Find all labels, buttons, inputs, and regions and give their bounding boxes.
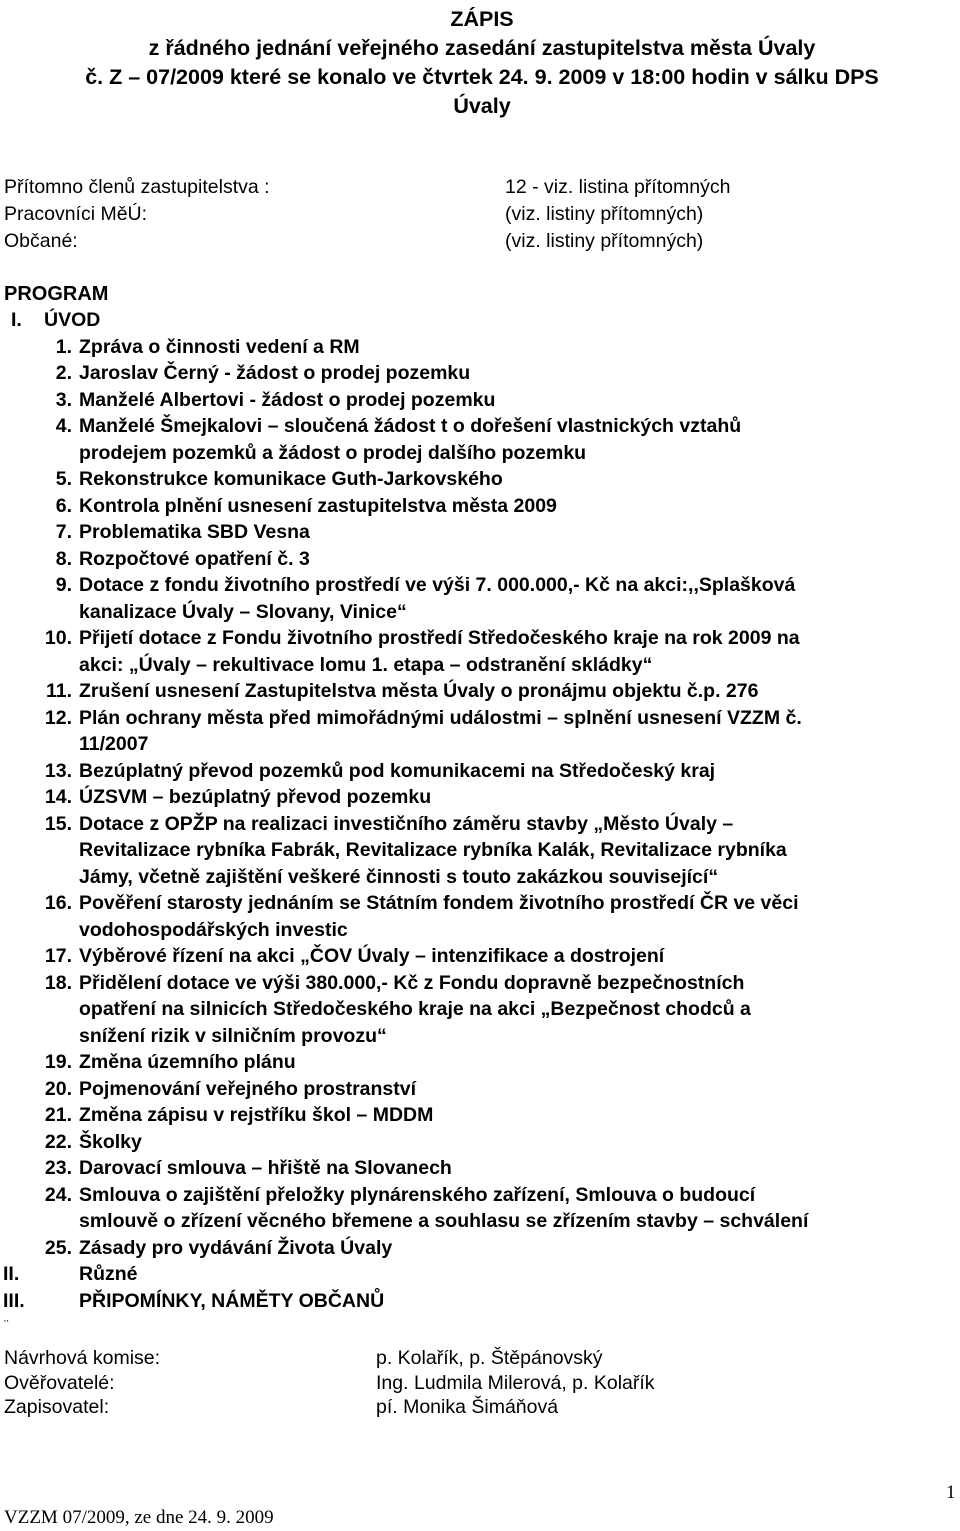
agenda-item-text: Revitalizace rybníka Fabrák, Revitalizace rybníka Kalák, Revitalizace rybníka — [79, 839, 787, 861]
agenda-item-number: 3. — [55, 388, 72, 411]
agenda-item — [0, 1235, 960, 1262]
agenda-item-text: Zpráva o činnosti vedení a RM — [79, 335, 360, 358]
agenda-section-3 — [0, 1288, 960, 1315]
agenda-item — [0, 970, 960, 1050]
agenda-item-text: Problematika SBD Vesna — [79, 521, 310, 543]
agenda-item-text: Darovací smlouva – hřiště na Slovanech — [79, 1157, 452, 1179]
agenda-item — [0, 1129, 960, 1156]
agenda-item-text: Manželé Albertovi - žádost o prodej pozemku — [79, 388, 496, 411]
agenda-item-text: akci: „Úvaly – rekultivace lomu 1. etapa – odstranění skládky“ — [79, 653, 653, 676]
agenda-item-text: Dotace z OPŽP na realizaci investičního záměru stavby „Město Úvaly – — [79, 812, 734, 835]
agenda-item-number: 17. — [44, 945, 72, 967]
document-title-line-4: Úvaly — [453, 94, 511, 118]
signature-role: Návrhová komise: — [4, 1347, 161, 1369]
attendance-value: (viz. listiny přítomných) — [505, 230, 704, 252]
signature-role: Zapisovatel: — [4, 1396, 110, 1418]
agenda-item — [0, 758, 960, 785]
agenda-item — [0, 1076, 960, 1103]
agenda-item — [0, 546, 960, 573]
agenda-item-number: 10. — [44, 627, 72, 649]
agenda-item-number: III. — [3, 1289, 25, 1312]
agenda-section-number: I. — [11, 309, 22, 331]
agenda-item — [0, 784, 960, 811]
program-heading: PROGRAM — [4, 283, 109, 305]
agenda-item-text: Jámy, včetně zajištění veškeré činnosti s touto zakázkou související“ — [79, 865, 719, 888]
agenda-item-number: 25. — [44, 1236, 72, 1259]
agenda-item-text: Různé — [79, 1263, 138, 1285]
agenda-item — [0, 466, 960, 493]
agenda-item — [0, 360, 960, 387]
agenda-item — [0, 493, 960, 520]
agenda-item — [0, 519, 960, 546]
agenda-item — [0, 413, 960, 466]
agenda-item-text: Manželé Šmejkalovi – sloučená žádost t o dořešení vlastnických vztahů — [79, 415, 742, 437]
agenda-item-text: Zrušení usnesení Zastupitelstva města Úvaly o pronájmu objektu č.p. 276 — [79, 680, 759, 702]
agenda-item — [0, 625, 960, 678]
agenda-item-text: Změna územního plánu — [79, 1051, 296, 1073]
agenda-item-text: Pojmenování veřejného prostranství — [79, 1077, 417, 1100]
signature-names: pí. Monika Šimáňová — [376, 1396, 559, 1418]
stray-mark: ¨ — [4, 1317, 9, 1333]
agenda-item-number: 1. — [55, 335, 72, 358]
agenda-item-text: prodejem pozemků a žádost o prodej dalšího pozemku — [79, 441, 587, 464]
agenda-item-text: Bezúplatný převod pozemků pod komunikacemi na Středočeský kraj — [79, 759, 716, 782]
agenda-item-text: Kontrola plnění usnesení zastupitelstva města 2009 — [79, 494, 557, 517]
agenda-item-number: 14. — [44, 786, 72, 808]
agenda-item-number: 18. — [44, 971, 72, 994]
agenda-item — [0, 943, 960, 970]
signature-names: Ing. Ludmila Milerová, p. Kolařík — [376, 1372, 655, 1394]
signature-names: p. Kolařík, p. Štěpánovský — [376, 1347, 603, 1369]
agenda-item — [0, 334, 960, 361]
attendance-value: 12 - viz. listina přítomných — [505, 176, 731, 198]
agenda-item-number: 23. — [44, 1157, 72, 1179]
agenda-item-number: 8. — [55, 547, 72, 570]
agenda-item-number: 16. — [44, 892, 72, 914]
agenda-item-text: Rozpočtové opatření č. 3 — [79, 547, 310, 570]
agenda-item-text: Jaroslav Černý - žádost o prodej pozemku — [79, 362, 471, 384]
signature-role: Ověřovatelé: — [4, 1372, 115, 1394]
agenda-item — [0, 1182, 960, 1235]
agenda-item-text: Výběrové řízení na akci „ČOV Úvaly – intenzifikace a dostrojení — [79, 945, 665, 967]
agenda-item-number: 6. — [55, 494, 72, 517]
agenda-item-text: Zásady pro vydávání Života Úvaly — [79, 1236, 393, 1259]
agenda-item-number: 19. — [44, 1051, 72, 1073]
agenda-section-2 — [0, 1261, 960, 1288]
page-number: 1 — [946, 1482, 956, 1503]
agenda-item — [0, 572, 960, 625]
agenda-item-number: 4. — [55, 415, 72, 437]
agenda-item-text: Přidělení dotace ve výši 380.000,- Kč z Fondu dopravně bezpečnostních — [79, 971, 745, 994]
agenda-item-text: 11/2007 — [79, 733, 149, 755]
agenda-item — [0, 387, 960, 414]
agenda-item-text: opatření na silnicích Středočeského kraje na akci „Bezpečnost chodců a — [79, 998, 751, 1020]
agenda-item-number: 22. — [44, 1130, 72, 1153]
agenda-item — [0, 1155, 960, 1182]
agenda-item-number: 12. — [44, 706, 72, 729]
agenda-item — [0, 811, 960, 891]
agenda-item-number: 9. — [55, 574, 72, 596]
agenda-item-text: PŘIPOMÍNKY, NÁMĚTY OBČANŮ — [79, 1289, 385, 1312]
agenda-item-number: 24. — [44, 1183, 72, 1206]
agenda-item — [0, 1049, 960, 1076]
agenda-item — [0, 1102, 960, 1129]
agenda-item-number: 7. — [55, 521, 72, 543]
agenda-item-text: Rekonstrukce komunikace Guth-Jarkovského — [79, 468, 503, 490]
agenda-item-text: snížení rizik v silničním provozu“ — [79, 1024, 387, 1047]
document-title-line-2: z řádného jednání veřejného zasedání zastupitelstva města Úvaly — [148, 36, 816, 60]
agenda-item — [0, 705, 960, 758]
agenda-item-text: smlouvě o zřízení věcného břemene a souhlasu se zřízením stavby – schválení — [79, 1210, 809, 1232]
agenda-item-text: kanalizace Úvaly – Slovany, Vinice“ — [79, 600, 407, 623]
attendance-label: Občané: — [4, 230, 78, 252]
attendance-label: Přítomno členů zastupitelstva : — [4, 176, 270, 198]
agenda-item-text: Dotace z fondu životního prostředí ve výši 7. 000.000,- Kč na akci:,,Splašková — [79, 574, 796, 596]
agenda-item — [0, 678, 960, 705]
agenda-item-number: 11. — [45, 680, 72, 702]
attendance-label: Pracovníci MěÚ: — [4, 203, 148, 225]
agenda-item-number: II. — [3, 1263, 20, 1285]
agenda-item — [0, 890, 960, 943]
agenda-item-text: Pověření starosty jednáním se Státním fondem životního prostředí ČR ve věci — [79, 892, 799, 914]
agenda-item-number: 20. — [44, 1077, 72, 1100]
agenda-item-text: vodohospodářských investic — [79, 918, 348, 941]
agenda-item-number: 13. — [44, 759, 72, 782]
agenda-item-text: Změna zápisu v rejstříku škol – MDDM — [79, 1104, 434, 1126]
footer-document-reference: VZZM 07/2009, ze dne 24. 9. 2009 — [4, 1507, 274, 1528]
agenda-item-number: 15. — [44, 812, 72, 835]
document-title-line-1: ZÁPIS — [450, 7, 514, 31]
agenda-item-text: ÚZSVM – bezúplatný převod pozemku — [79, 786, 432, 808]
agenda-section-title: ÚVOD — [44, 309, 101, 331]
attendance-value: (viz. listiny přítomných) — [505, 203, 704, 225]
document-title-line-3: č. Z – 07/2009 které se konalo ve čtvrtek 24. 9. 2009 v 18:00 hodin v sálku DPS — [85, 65, 879, 89]
agenda-item-text: Školky — [79, 1130, 142, 1153]
agenda-item-text: Smlouva o zajištění přeložky plynárenského zařízení, Smlouva o budoucí — [79, 1183, 756, 1206]
agenda-item-number: 5. — [55, 468, 72, 490]
agenda-item-number: 21. — [44, 1104, 72, 1126]
agenda-item-text: Přijetí dotace z Fondu životního prostředí Středočeského kraje na rok 2009 na — [79, 627, 800, 649]
agenda-item-text: Plán ochrany města před mimořádnými událostmi – splnění usnesení VZZM č. — [79, 706, 802, 729]
agenda-item-number: 2. — [55, 362, 72, 384]
